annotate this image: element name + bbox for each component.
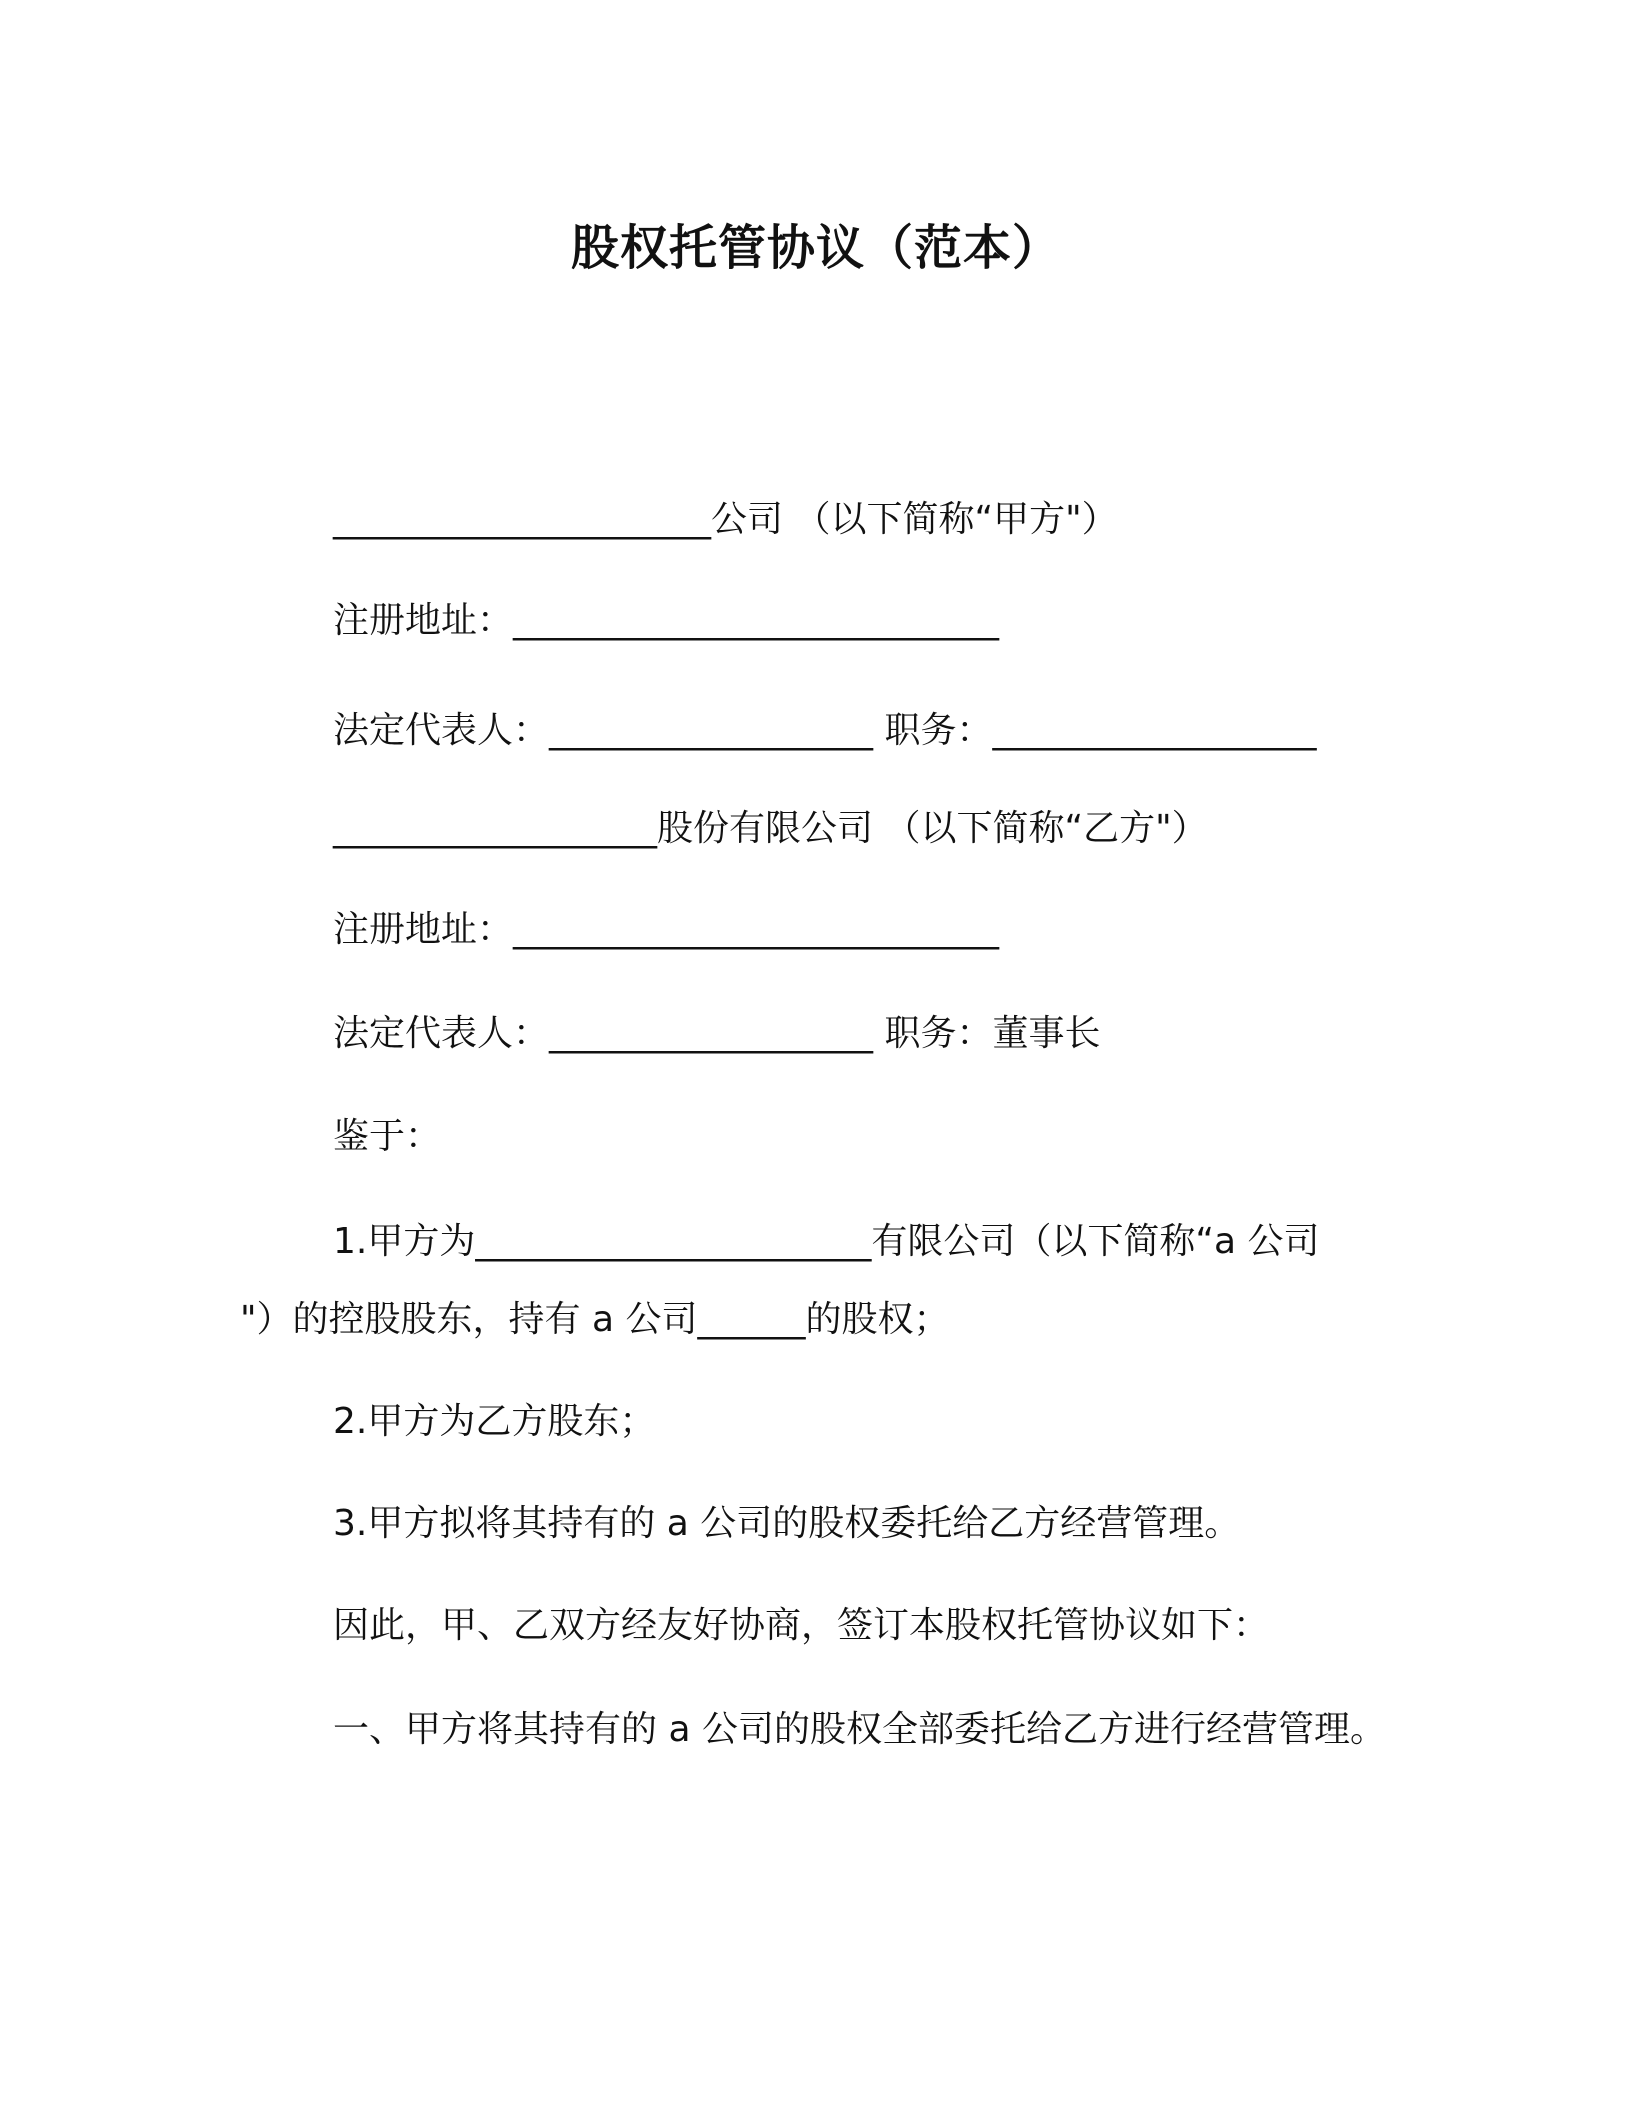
party-a-address: 注册地址：___________________________ xyxy=(333,600,1000,641)
clause-1: 一、甲方将其持有的 a 公司的股权全部委托给乙方进行经营管理。 xyxy=(333,1709,1386,1750)
party-b-representative: 法定代表人：__________________ 职务：董事长 xyxy=(333,1013,1101,1054)
whereas-1-line2: "）的控股股东，持有 a 公司______的股权； xyxy=(240,1299,950,1340)
whereas-heading: 鉴于： xyxy=(333,1116,442,1157)
whereas-3: 3.甲方拟将其持有的 a 公司的股权委托给乙方经营管理。 xyxy=(333,1503,1241,1544)
party-a-representative: 法定代表人：__________________ 职务：__________________ xyxy=(333,710,1317,751)
whereas-2: 2.甲方为乙方股东； xyxy=(333,1401,656,1442)
agreement-intro: 因此，甲、乙双方经友好协商，签订本股权托管协议如下： xyxy=(333,1605,1270,1646)
party-b-address: 注册地址：___________________________ xyxy=(333,909,1000,950)
document-title: 股权托管协议（范本） xyxy=(570,220,1061,276)
whereas-1-line1: 1.甲方为______________________有限公司（以下简称“a 公司 xyxy=(333,1221,1320,1262)
party-a-line: _____________________公司 （以下简称“甲方"） xyxy=(333,499,1118,540)
party-b-line: __________________股份有限公司 （以下简称“乙方"） xyxy=(333,808,1208,849)
